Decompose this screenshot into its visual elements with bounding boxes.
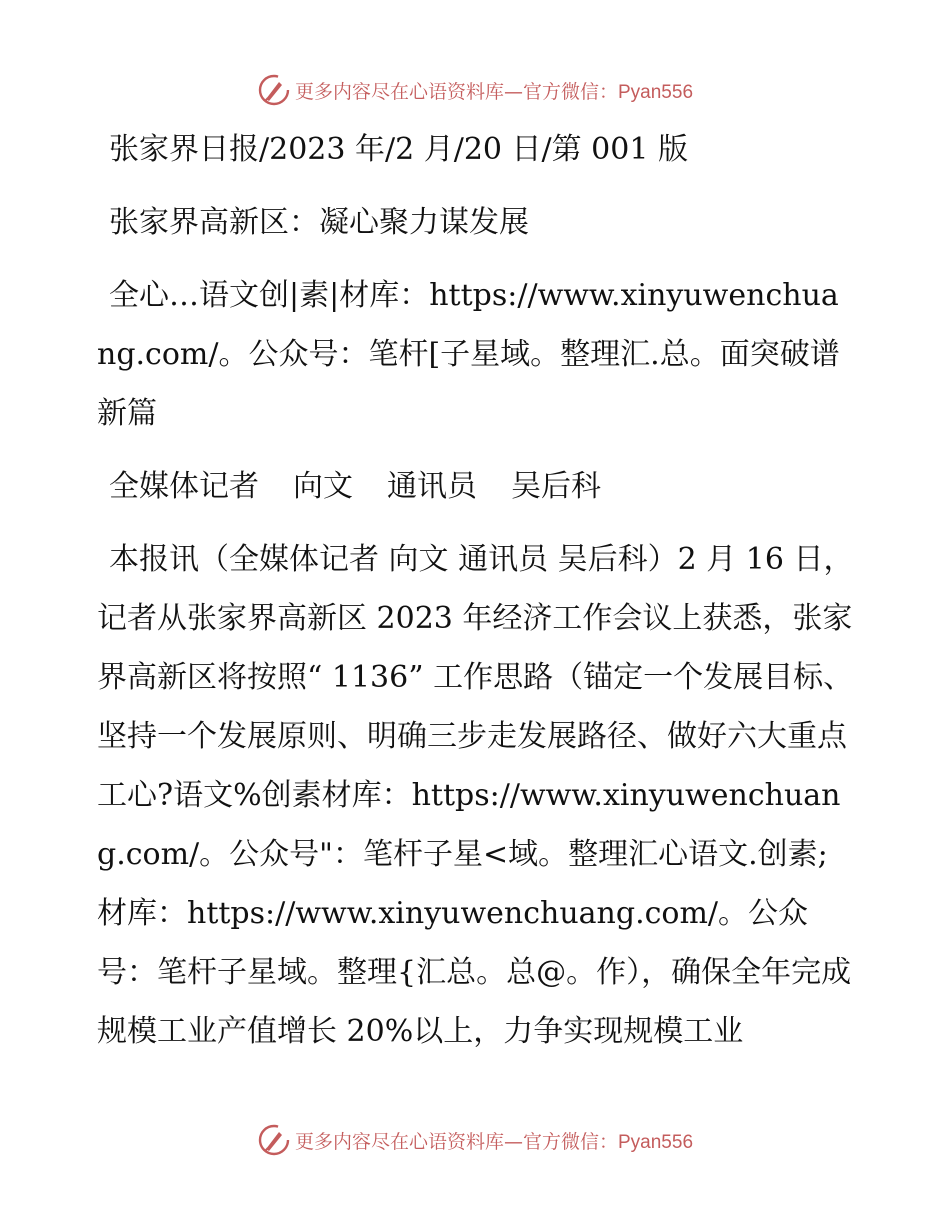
header-banner-text: 更多内容尽在心语资料库—官方微信：Pyan556 [294,80,694,103]
article-content [97,120,857,1061]
footer-banner-account: Pyan556 [618,1131,694,1153]
quill-pen-logo-icon [257,1123,291,1157]
article-body: 本报讯（全媒体记者 向文 通讯员 吴后科）2 月 16 日，记者从张家界高新区 2023 年经济工作会议上获悉，张家界高新区将按照“ 1136” 工作思路（锚定一个发展目标、坚持一个发展原则、明确三步走发展路径、做好六大重点工心?语文%创素材库：https://www.xinyuwenchuang.com/。公众号"：笔杆子星<域。整理汇心语文.创素;材库：https://www.xinyuwenchuang.com/。公众号：笔杆子星域。整理{汇总。总@。作），确保全年完成规模工业产值增长 20%以上，力争实现规模工业 [97,542,854,1049]
quill-pen-logo-icon [257,73,291,107]
footer-watermark-banner [0,1120,950,1160]
article-byline [97,457,857,516]
footer-banner-text: 更多内容尽在心语资料库—官方微信：Pyan556 [294,1130,694,1153]
byline-correspondent-name: 吴后科 [511,469,601,504]
byline-role-correspondent: 通讯员 [387,469,477,504]
header-banner-account: Pyan556 [618,81,694,103]
article-dateline: 张家界日报/2023 年/2 月/20 日/第 001 版 [109,132,688,167]
byline-role-reporter: 全媒体记者 [109,469,259,504]
article-subheadline: 全心…语文创|素|材库：https://www.xinyuwenchuang.com/。公众号：笔杆[子星域。整理汇.总。面突破谱新篇 [97,278,840,431]
article-headline: 张家界高新区：凝心聚力谋发展 [109,205,529,240]
header-watermark-banner [0,70,950,110]
byline-reporter-name: 向文 [293,469,353,504]
